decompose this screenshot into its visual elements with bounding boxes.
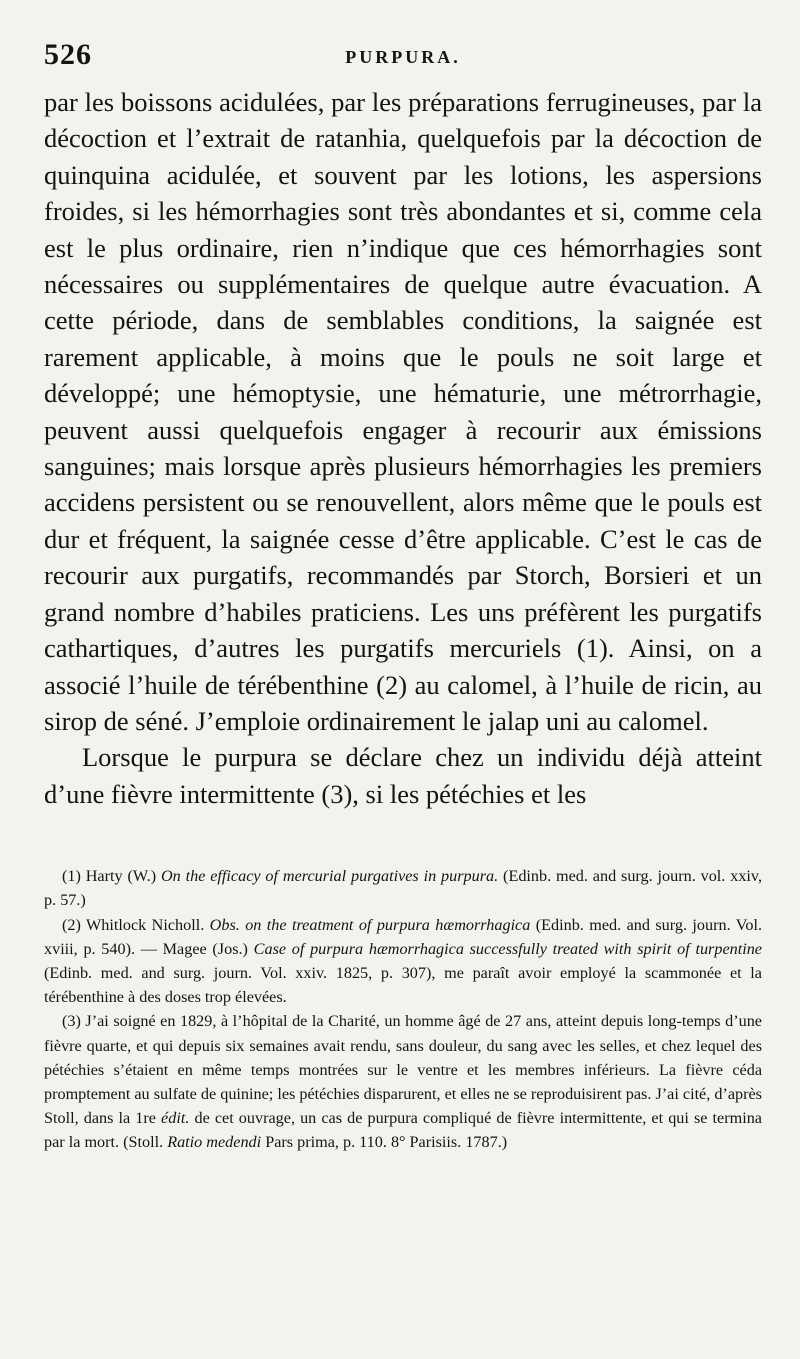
footnote-text: de cet ouvrage, un cas de purpura compliqué de fièvre intermittente, et qui se termina par la mort. (Stoll.: [44, 1109, 762, 1152]
footnote-text: (Edinb. med. and surg. journ. vol. xxiv, p. 57.): [44, 867, 762, 910]
footnote-text: (3) J’ai soigné en 1829, à l’hôpital de la Charité, un homme âgé de 27 ans, atteint depuis long-temps d’une fièvre quarte, et qui depuis six semaines avait rendu, sans douleur, du sang avec les selles, et chez lequel des pétéchies s’étaient en même temps montrées sur le ventre et les membres inférieurs. La fièvre céda promptement au sulfate de quinine; les pétéchies disparurent, et elles ne se reproduisirent pas. J’ai cité, d’après Stoll, dans la 1re: [44, 1012, 762, 1128]
footnote-2: [44, 913, 762, 1010]
paragraph: par les boissons acidulées, par les préparations ferrugineuses, par la décoction et l’extrait de ratanhia, quelquefois par la décoction de quinquina acidulée, et souvent par les lotions, les aspersions froides, si les hémorrhagies sont très abondantes et si, comme cela est le plus ordinaire, rien n’indique que ces hémorrhagies sont nécessaires ou supplémentaires de quelque autre évacuation. A cette période, dans de semblables conditions, la saignée est rarement applicable, à moins que le pouls ne soit large et développé; une hémoptysie, une hématurie, une métrorrhagie, peuvent aussi quelquefois engager à recourir aux émissions sanguines; mais lorsque après plusieurs hémorrhagies les premiers accidens persistent ou se renouvellent, alors même que le pouls est dur et fréquent, la saignée cesse d’être applicable. C’est le cas de recourir aux purgatifs, recommandés par Storch, Borsieri et un grand nombre d’habiles praticiens. Les uns préfèrent les purgatifs cathartiques, d’autres les purgatifs mercuriels (1). Ainsi, on a associé l’huile de térébenthine (2) au calomel, à l’huile de ricin, au sirop de séné. J’emploie ordinairement le jalap uni au calomel.: [44, 87, 762, 736]
main-text: [44, 84, 762, 812]
footnote-3: [44, 1009, 762, 1154]
paragraph: Lorsque le purpura se déclare chez un individu déjà atteint d’une fièvre intermittente (3), si les pétéchies et les: [44, 742, 762, 809]
page-number: 526: [44, 38, 92, 71]
footnote-title: Ratio medendi: [167, 1133, 262, 1152]
running-head: PURPURA.: [345, 47, 461, 67]
footnote-title: On the efficacy of mercurial purgatives in purpura.: [160, 867, 499, 886]
footnote-edition: édit.: [161, 1109, 190, 1128]
footnote-text: (1) Harty (W.): [62, 867, 161, 886]
footnotes: [44, 864, 762, 1154]
footnote-text: Pars prima, p. 110. 8° Parisiis. 1787.): [261, 1133, 508, 1152]
footnote-text: (Edinb. med. and surg. journ. Vol. xxiv. 1825, p. 307), me paraît avoir employé la scammonée et la térébenthine à des doses trop élevées.: [44, 963, 762, 1007]
footnote-text: (2) Whitlock Nicholl.: [62, 915, 210, 934]
footnote-1: [44, 864, 762, 912]
footnote-title: Obs. on the treatment of purpura hæmorrhagica: [209, 915, 531, 934]
page-header: [44, 38, 762, 84]
footnote-text: (Edinb. med. and surg. journ. Vol. xviii, p. 540). — Magee (Jos.): [44, 915, 762, 958]
footnote-title: Case of purpura hæmorrhagica successfully treated with spirit of turpentine: [253, 939, 762, 958]
